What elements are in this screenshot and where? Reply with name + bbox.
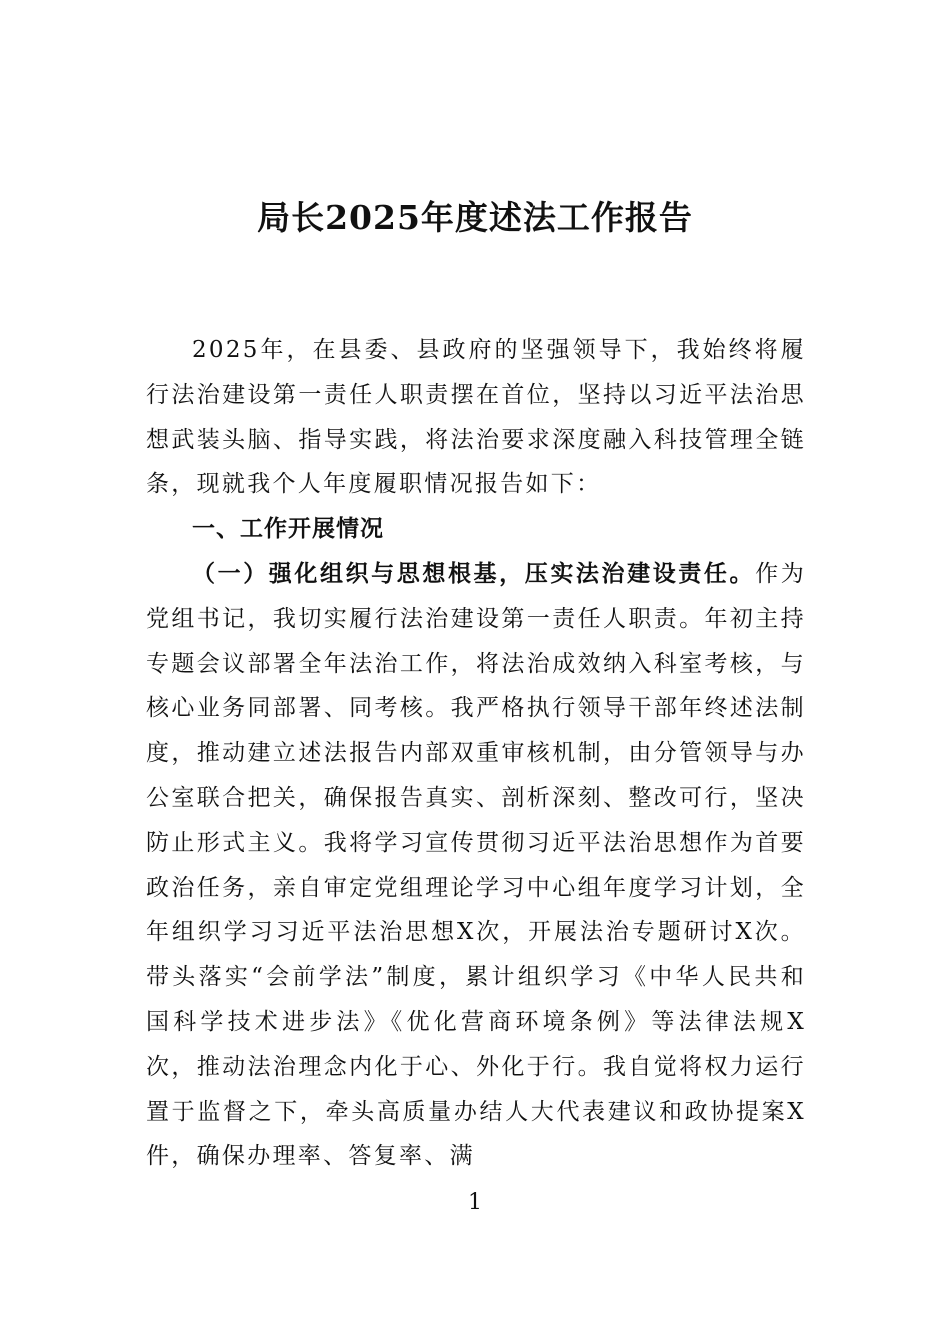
subsection-heading: （一）强化组织与思想根基，压实法治建设责任。 xyxy=(192,559,756,587)
document-title: 局长2025年度述法工作报告 xyxy=(257,198,693,237)
subsection-body: 作为党组书记，我切实履行法治建设第一责任人职责。年初主持专题会议部署全年法治工作，将法治成效纳入科室考核，与核心业务同部署、同考核。我严格执行领导干部年终述法制度，推动建立述法报告内部双重审核机制，由分管领导与办公室联合把关，确保报告真实、剖析深刻、整改可行，坚决防止形式主义。我将学习宣传贯彻习近平法治思想作为首要政治任务，亲自审定党组理论学习中心组年度学习计划，全年组织学习习近平法治思想X次，开展法治专题研讨X次。带头落实“会前学法”制度，累计组织学习《中华人民共和国科学技术进步法》《优化营商环境条例》等法律法规X次，推动法治理念内化于心、外化于行。我自觉将权力运行置于监督之下，牵头高质量办结人大代表建议和政协提案X件，确保办理率、答复率、满 xyxy=(146,560,806,1170)
section-heading: 一、工作开展情况 xyxy=(192,516,384,543)
page-number: 1 xyxy=(468,1190,482,1215)
intro-paragraph: 2025年，在县委、县政府的坚强领导下，我始终将履行法治建设第一责任人职责摆在首位，坚持以习近平法治思想武装头脑、指导实践，将法治要求深度融入科技管理全链条，现就我个人年度履职情况报告如下： xyxy=(146,337,806,498)
subsection-paragraph xyxy=(146,552,806,1179)
document-body xyxy=(146,328,806,1179)
